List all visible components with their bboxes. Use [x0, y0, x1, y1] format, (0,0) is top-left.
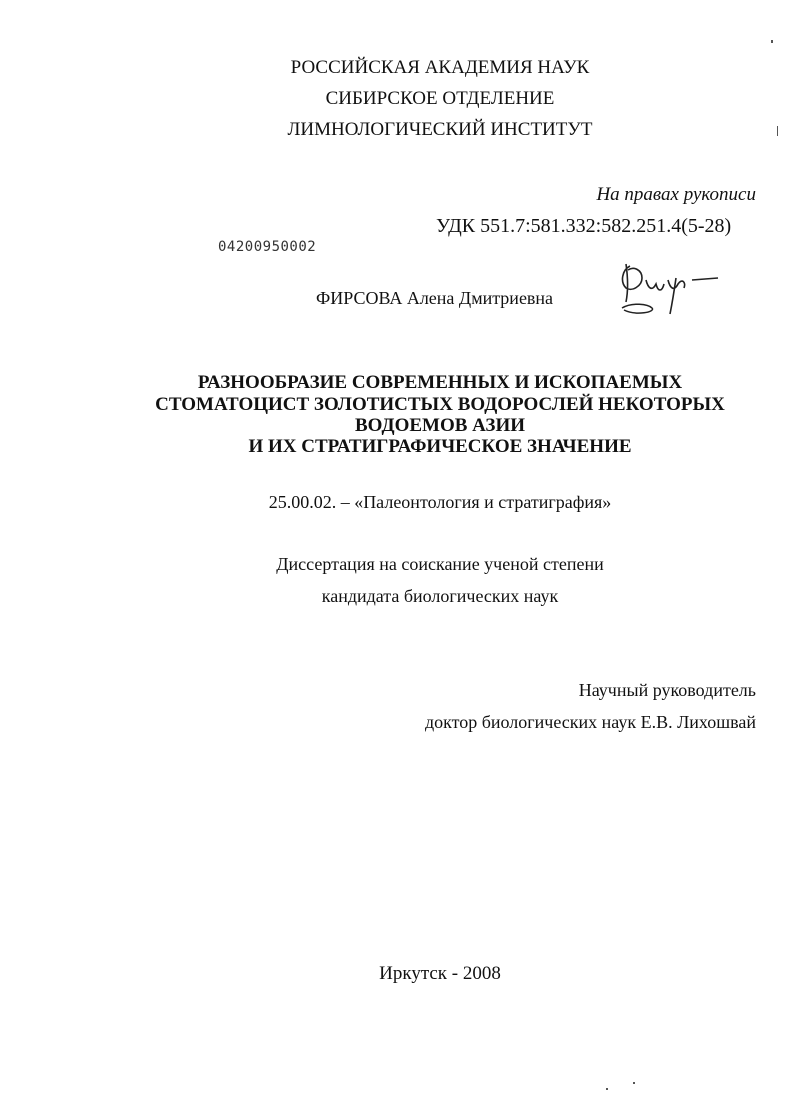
archive-number: 04200950002 [218, 239, 317, 255]
scan-speck [777, 126, 778, 136]
supervisor-name: доктор биологических наук Е.В. Лихошвай [424, 712, 756, 732]
dissertation-line-2: кандидата биологических наук [321, 586, 559, 606]
academy-name: РОССИЙСКАЯ АКАДЕМИЯ НАУК [290, 57, 590, 78]
place-year: Иркутск - 2008 [379, 963, 501, 984]
dissertation-line-1: Диссертация на соискание ученой степени [276, 554, 604, 574]
supervisor-label: Научный руководитель [578, 680, 756, 700]
branch-name: СИБИРСКОЕ ОТДЕЛЕНИЕ [325, 88, 555, 109]
title-line-3: ВОДОЕМОВ АЗИИ [355, 415, 525, 436]
specialty-code: 25.00.02. – «Палеонтология и стратиграфия» [268, 492, 612, 512]
udc-code: УДК 551.7:581.332:582.251.4(5-28) [436, 215, 732, 237]
rights-note: На правах рукописи [596, 184, 756, 205]
institute-name: ЛИМНОЛОГИЧЕСКИЙ ИНСТИТУТ [287, 119, 593, 140]
title-line-2: СТОМАТОЦИСТ ЗОЛОТИСТЫХ ВОДОРОСЛЕЙ НЕКОТОРЫХ [155, 394, 725, 415]
title-line-4: И ИХ СТРАТИГРАФИЧЕСКОЕ ЗНАЧЕНИЕ [248, 436, 632, 457]
scan-speck [606, 1088, 608, 1090]
title-line-1: РАЗНООБРАЗИЕ СОВРЕМЕННЫХ И ИСКОПАЕМЫХ [197, 372, 683, 393]
author-name: ФИРСОВА Алена Дмитриевна [316, 288, 554, 308]
scan-speck [633, 1082, 635, 1084]
scan-speck [771, 40, 773, 43]
signature-image [612, 258, 732, 324]
